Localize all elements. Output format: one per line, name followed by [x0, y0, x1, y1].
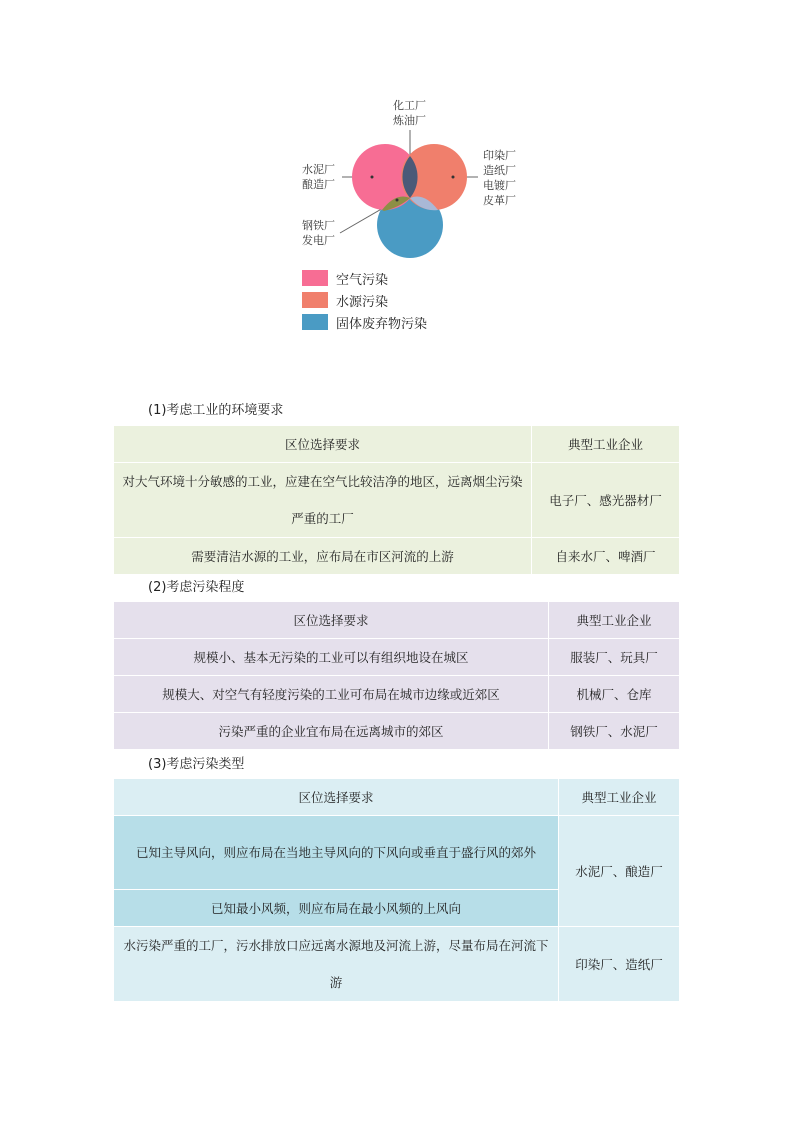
cell-requirement: 已知主导风向，则应布局在当地主导风向的下风向或垂直于盛行风的郊外	[114, 816, 559, 890]
table-row	[114, 713, 680, 750]
label-top-line2: 炼油厂	[393, 114, 426, 127]
label-left-lower-line2: 发电厂	[302, 234, 335, 247]
cell-enterprise: 电子厂、感光器材厂	[532, 463, 680, 538]
dot-air-solid	[396, 199, 399, 202]
cell-requirement: 已知最小风频，则应布局在最小风频的上风向	[114, 890, 559, 927]
header-enterprise: 典型工业企业	[549, 602, 680, 639]
cell-requirement: 水污染严重的工厂，污水排放口应远离水源地及河流上游，尽量布局在河流下游	[114, 927, 559, 1002]
section1-heading: (1)考虑工业的环境要求	[148, 403, 284, 418]
legend-swatch-solid	[302, 314, 328, 330]
cell-requirement: 污染严重的企业宜布局在远离城市的郊区	[114, 713, 549, 750]
dot-water	[452, 176, 455, 179]
cell-requirement: 规模大、对空气有轻度污染的工业可布局在城市边缘或近郊区	[114, 676, 549, 713]
cell-enterprise: 钢铁厂、水泥厂	[549, 713, 680, 750]
table-row	[114, 538, 680, 575]
header-requirement: 区位选择要求	[114, 602, 549, 639]
label-right-line3: 电镀厂	[483, 179, 516, 192]
table-header-row	[114, 426, 680, 463]
label-top	[393, 98, 426, 128]
legend-label-air: 空气污染	[336, 272, 389, 288]
label-right	[483, 148, 516, 208]
legend-item-solid	[302, 311, 427, 333]
label-left-upper-line2: 酿造厂	[302, 178, 335, 191]
cell-enterprise: 自来水厂、啤酒厂	[532, 538, 680, 575]
table-row	[114, 463, 680, 538]
table-header-row	[114, 602, 680, 639]
cell-requirement: 规模小、基本无污染的工业可以有组织地设在城区	[114, 639, 549, 676]
table-row	[114, 927, 680, 1002]
header-requirement: 区位选择要求	[114, 426, 532, 463]
cell-requirement: 对大气环境十分敏感的工业，应建在空气比较洁净的地区，远离烟尘污染严重的工厂	[114, 463, 532, 538]
label-left-lower-line1: 钢铁厂	[302, 219, 335, 232]
label-left-lower	[302, 218, 335, 248]
table-row	[114, 639, 680, 676]
cell-enterprise: 服装厂、玩具厂	[549, 639, 680, 676]
cell-enterprise: 机械厂、仓库	[549, 676, 680, 713]
legend	[302, 267, 427, 333]
header-enterprise: 典型工业企业	[559, 779, 680, 816]
table-pollution-type	[113, 778, 680, 1002]
label-left-upper-line1: 水泥厂	[302, 163, 335, 176]
section3-heading: (3)考虑污染类型	[148, 757, 245, 772]
label-right-line4: 皮革厂	[483, 194, 516, 207]
label-right-line1: 印染厂	[483, 149, 516, 162]
legend-item-air	[302, 267, 427, 289]
legend-swatch-air	[302, 270, 328, 286]
legend-swatch-water	[302, 292, 328, 308]
label-top-line1: 化工厂	[393, 99, 426, 112]
section2-heading: (2)考虑污染程度	[148, 580, 245, 595]
table-pollution-degree	[113, 601, 680, 750]
table-row	[114, 676, 680, 713]
table-environment	[113, 425, 680, 575]
cell-enterprise: 水泥厂、酿造厂	[559, 816, 680, 927]
table-row	[114, 816, 680, 890]
table-header-row	[114, 779, 680, 816]
label-right-line2: 造纸厂	[483, 164, 516, 177]
cell-enterprise: 印染厂、造纸厂	[559, 927, 680, 1002]
legend-label-water: 水源污染	[336, 294, 389, 310]
header-enterprise: 典型工业企业	[532, 426, 680, 463]
venn-diagram	[0, 0, 794, 340]
legend-item-water	[302, 289, 427, 311]
dot-air	[371, 176, 374, 179]
label-left-upper	[302, 162, 335, 192]
legend-label-solid: 固体废弃物污染	[336, 316, 428, 332]
cell-requirement: 需要清洁水源的工业，应布局在市区河流的上游	[114, 538, 532, 575]
header-requirement: 区位选择要求	[114, 779, 559, 816]
